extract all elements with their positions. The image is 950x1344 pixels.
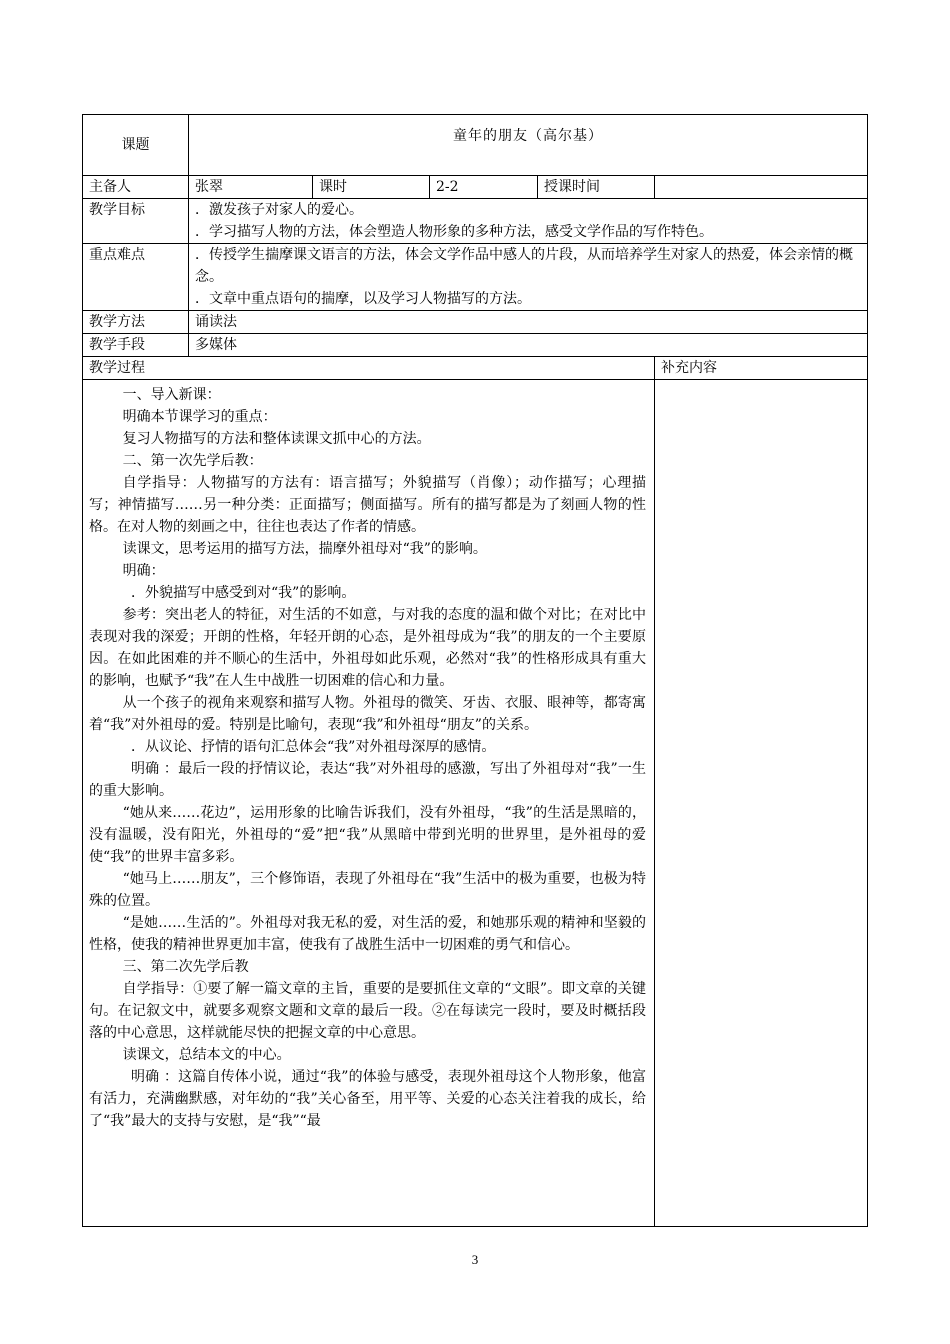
time-value — [655, 176, 868, 199]
process-paragraph: “她从来……花边”，运用形象的比喻告诉我们，没有外祖母，“我”的生活是黑暗的，没有温暖，没有阳光，外祖母的“爱”把“我”从黑暗中带到光明的世界里，是外祖母的爱使“我”的世界丰富多彩。 — [89, 805, 646, 865]
process-paragraph: 明确本节课学习的重点： — [122, 409, 277, 425]
process-paragraph: 明确： — [122, 563, 165, 579]
process-paragraph: ．从议论、抒情的语句汇总体会“我”对外祖母深厚的感情。 — [131, 739, 496, 755]
means-label: 教学手段 — [83, 334, 189, 357]
process-paragraph: 二、第一次先学后教： — [122, 453, 263, 469]
hours-label: 课时 — [313, 176, 430, 199]
process-paragraph: 明确 ：最后一段的抒情议论，表达“我”对外祖母的感激，写出了外祖母对“我”一生的重大影响。 — [89, 761, 646, 799]
goals-label: 教学目标 — [83, 199, 189, 244]
lesson-title: 童年的朋友（高尔基） — [189, 115, 868, 176]
preparer-value: 张翠 — [189, 176, 313, 199]
process-paragraph: 自学指导：人物描写的方法有：语言描写；外貌描写（肖像）；动作描写；心理描写；神情描写……另一种分类：正面描写；侧面描写。所有的描写都是为了刻画人物的性格。在对人物的刻画之中，往往也表达了作者的情感。 — [89, 475, 646, 535]
method-value: 诵读法 — [189, 311, 868, 334]
goal-item: ．激发孩子对家人的爱心。 — [195, 202, 363, 218]
process-paragraph: “是她……生活的”。外祖母对我无私的爱，对生活的爱，和她那乐观的精神和坚毅的性格，使我的精神世界更加丰富，使我有了战胜生活中一切困难的勇气和信心。 — [89, 915, 646, 953]
page-number: 3 — [471, 1252, 479, 1267]
process-paragraph: “她马上……朋友”，三个修饰语，表现了外祖母在“我”生活中的极为重要，也极为特殊的位置。 — [89, 871, 646, 909]
process-body — [83, 380, 655, 1227]
process-paragraph: 读课文，总结本文的中心。 — [122, 1047, 291, 1063]
goals-content — [189, 199, 868, 244]
goal-item: ．学习描写人物的方法，体会塑造人物形象的多种方法，感受文学作品的写作特色。 — [195, 224, 713, 240]
key-points-content — [189, 244, 868, 311]
process-paragraph: 三、第二次先学后教 — [122, 959, 249, 975]
key-points-label: 重点难点 — [83, 244, 189, 311]
process-paragraph: 明确 ：这篇自传体小说，通过“我”的体验与感受，表现外祖母这个人物形象，他富有活力，充满幽默感，对年幼的“我”关心备至，用平等、关爱的心态关注着我的成长，给了“我”最大的支持与安慰，是“我”“最 — [89, 1069, 646, 1129]
key-point-item: ．传授学生揣摩课文语言的方法，体会文学作品中感人的片段，从而培养学生对家人的热爱，体会亲情的概念。 — [195, 247, 853, 285]
supplement-content — [655, 380, 868, 1227]
process-paragraph: 参考：突出老人的特征，对生活的不如意，与对我的态度的温和做个对比；在对比中表现对我的深爱；开朗的性格，年轻开朗的心态，是外祖母成为“我”的朋友的一个主要原因。在如此困难的并不顺心的生活中，外祖母如此乐观，必然对“我”的性格形成具有重大的影响，也赋予“我”在人生中战胜一切困难的信心和力量。 — [89, 607, 646, 689]
process-paragraph: 一、导入新课： — [122, 387, 221, 403]
preparer-label: 主备人 — [83, 176, 189, 199]
supplement-label: 补充内容 — [655, 357, 868, 380]
process-paragraph: 自学指导：①要了解一篇文章的主旨，重要的是要抓住文章的“文眼”。即文章的关键句。在记叙文中，就要多观察文题和文章的最后一段。②在每读完一段时，要及时概括段落的中心意思，这样就能尽快的把握文章的中心意思。 — [89, 981, 646, 1041]
hours-value: 2-2 — [430, 176, 538, 199]
lesson-plan-table — [82, 114, 868, 1227]
method-label: 教学方法 — [83, 311, 189, 334]
process-paragraph: 读课文，思考运用的描写方法，揣摩外祖母对“我”的影响。 — [122, 541, 487, 557]
process-paragraph: 复习人物描写的方法和整体读课文抓中心的方法。 — [122, 431, 431, 447]
process-paragraph: ．外貌描写中感受到对“我”的影响。 — [131, 585, 356, 601]
process-label: 教学过程 — [83, 357, 655, 380]
means-value: 多媒体 — [189, 334, 868, 357]
title-label: 课题 — [83, 115, 189, 176]
lesson-plan — [82, 114, 867, 1227]
key-point-item: ．文章中重点语句的揣摩，以及学习人物描写的方法。 — [195, 291, 531, 307]
time-label: 授课时间 — [538, 176, 655, 199]
process-paragraph: 从一个孩子的视角来观察和描写人物。外祖母的微笑、牙齿、衣服、眼神等，都寄寓着“我”对外祖母的爱。特别是比喻句，表现“我”和外祖母“朋友”的关系。 — [89, 695, 646, 733]
